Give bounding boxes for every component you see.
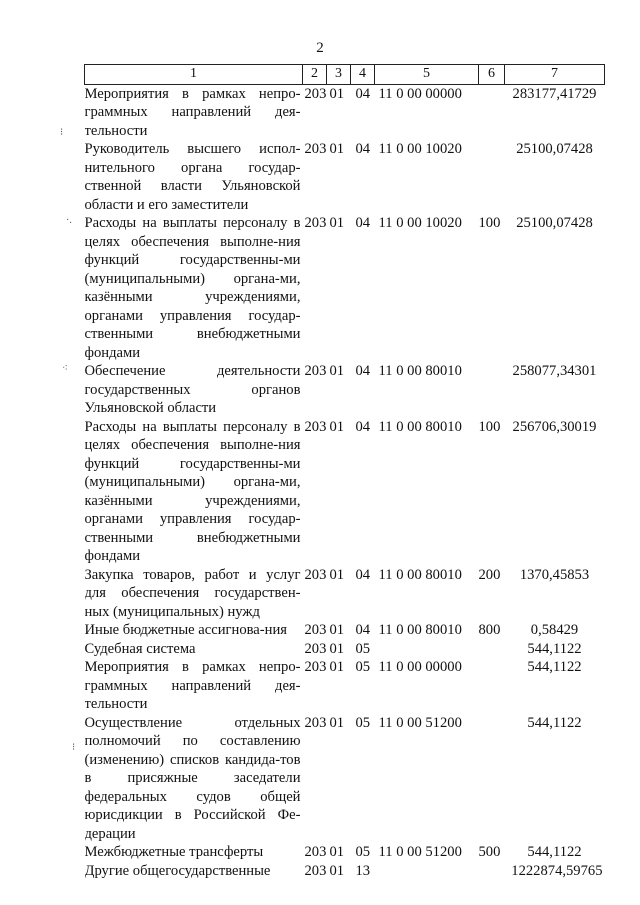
row-section: 01 bbox=[329, 215, 345, 231]
row-section: 01 bbox=[329, 640, 345, 657]
header-col-5: 5 bbox=[375, 65, 479, 85]
row-subsection: 04 bbox=[355, 363, 371, 379]
row-target-article bbox=[375, 862, 479, 881]
row-name: Обеспечение деятельности государственных органов Ульяновской области bbox=[84, 363, 301, 416]
row-target-article: 11 0 00 80010 bbox=[378, 566, 462, 583]
header-col-7: 7 bbox=[505, 65, 605, 85]
row-subsection: 05 bbox=[355, 714, 371, 731]
row-subsection: 13 bbox=[355, 862, 371, 879]
row-subsection: 04 bbox=[355, 566, 371, 583]
row-subsection: 04 bbox=[355, 141, 371, 157]
amount-value: 25100,07428 bbox=[516, 215, 593, 231]
row-admin-code: 203 bbox=[304, 640, 327, 657]
row-admin-code: 203 bbox=[304, 844, 327, 860]
row-target-article bbox=[375, 640, 479, 659]
row-target-article: 11 0 00 51200 bbox=[378, 844, 462, 860]
row-name: Расходы на выплаты персоналу в целях обеспечения выполне-ния функций государственны-ми (муниципальными) органа-ми, казёнными учреждениями, органами управления государ-ственными внебюджетными фондами bbox=[84, 418, 301, 564]
amount-value: 258077,34301 bbox=[512, 363, 597, 379]
table-row bbox=[85, 843, 605, 862]
header-col-4: 4 bbox=[351, 65, 375, 85]
row-name: Расходы на выплаты персоналу в целях обеспечения выполне-ния функций государственны-ми (муниципальными) органа-ми, казёнными учреждениями, органами управления государ-ственными внебюджетными фондами bbox=[84, 215, 301, 361]
row-name: Другие общегосударственные bbox=[84, 862, 271, 879]
header-col-2: 2 bbox=[303, 65, 327, 85]
row-amount bbox=[505, 714, 605, 844]
amount-value: 544,1122 bbox=[527, 714, 582, 731]
row-expense-type bbox=[479, 658, 505, 714]
row-amount bbox=[505, 140, 605, 214]
row-expense-type bbox=[479, 714, 505, 844]
row-amount bbox=[505, 658, 605, 714]
row-name: Мероприятия в рамках непро-граммных направлений дея-тельности bbox=[84, 85, 301, 139]
row-subsection: 04 bbox=[355, 418, 371, 435]
row-name: Руководитель высшего испол-нительного органа государ-ственной власти Ульяновской области и его заместители bbox=[84, 141, 301, 213]
row-expense-type: 200 bbox=[478, 566, 501, 583]
row-subsection: 05 bbox=[355, 659, 371, 675]
row-section: 01 bbox=[329, 363, 345, 379]
row-expense-type bbox=[479, 862, 505, 881]
amount-value: 544,1122 bbox=[527, 844, 582, 860]
row-amount bbox=[505, 640, 605, 659]
row-admin-code: 203 bbox=[304, 215, 327, 231]
table-row bbox=[85, 658, 605, 714]
table-row bbox=[85, 362, 605, 418]
row-expense-type: 100 bbox=[478, 418, 501, 435]
header-row bbox=[85, 65, 605, 85]
row-target-article: 11 0 00 80010 bbox=[378, 363, 462, 379]
row-admin-code: 203 bbox=[304, 141, 327, 157]
row-target-article: 11 0 00 51200 bbox=[378, 714, 462, 731]
amount-value: 0,58429 bbox=[530, 622, 579, 638]
row-name: Иные бюджетные ассигнова-ния bbox=[84, 622, 287, 638]
row-section: 01 bbox=[329, 141, 345, 157]
row-subsection: 04 bbox=[355, 85, 371, 102]
row-amount bbox=[505, 214, 605, 362]
header-col-6: 6 bbox=[479, 65, 505, 85]
amount-value: 283177,41729 bbox=[512, 85, 597, 102]
row-admin-code: 203 bbox=[304, 363, 327, 379]
row-admin-code: 203 bbox=[304, 862, 327, 879]
row-admin-code: 203 bbox=[304, 566, 327, 583]
row-admin-code: 203 bbox=[304, 714, 327, 731]
budget-table bbox=[84, 64, 605, 880]
row-subsection: 05 bbox=[355, 640, 371, 657]
header-col-3: 3 bbox=[327, 65, 351, 85]
table-row bbox=[85, 621, 605, 640]
row-name: Судебная система bbox=[84, 640, 196, 657]
row-amount bbox=[505, 418, 605, 566]
row-admin-code: 203 bbox=[304, 418, 327, 435]
amount-value: 25100,07428 bbox=[516, 141, 593, 157]
row-name: Межбюджетные трансферты bbox=[84, 844, 264, 860]
table-row bbox=[85, 714, 605, 844]
row-target-article: 11 0 00 10020 bbox=[378, 215, 462, 231]
row-section: 01 bbox=[329, 844, 345, 860]
row-amount bbox=[505, 84, 605, 140]
row-expense-type bbox=[479, 84, 505, 140]
amount-value: 256706,30019 bbox=[512, 418, 597, 435]
row-section: 01 bbox=[329, 862, 345, 879]
table-row bbox=[85, 418, 605, 566]
row-section: 01 bbox=[329, 85, 345, 102]
row-section: 01 bbox=[329, 714, 345, 731]
row-target-article: 11 0 00 10020 bbox=[378, 141, 462, 157]
table-row bbox=[85, 640, 605, 659]
page-number: 2 bbox=[316, 40, 324, 56]
row-name: Осуществление отдельных полномочий по составлению (изменению) списков кандида-тов в присяжные заседатели федеральных судов общей юрисдикции в Российской Фе-дерации bbox=[84, 714, 301, 842]
row-amount bbox=[505, 566, 605, 622]
header-col-1: 1 bbox=[85, 65, 303, 85]
scan-mark: ⁖ bbox=[62, 363, 68, 374]
row-section: 01 bbox=[329, 622, 345, 638]
row-expense-type bbox=[479, 362, 505, 418]
row-admin-code: 203 bbox=[304, 659, 327, 675]
row-subsection: 05 bbox=[355, 844, 371, 860]
row-admin-code: 203 bbox=[304, 85, 327, 102]
row-amount bbox=[505, 621, 605, 640]
row-name: Мероприятия в рамках непро-граммных направлений дея-тельности bbox=[84, 659, 301, 712]
row-subsection: 04 bbox=[355, 215, 371, 231]
row-name: Закупка товаров, работ и услуг для обеспечения государствен-ных (муниципальных) нужд bbox=[84, 566, 301, 620]
row-target-article: 11 0 00 00000 bbox=[378, 85, 462, 102]
table-body bbox=[85, 84, 605, 880]
row-section: 01 bbox=[329, 659, 345, 675]
row-target-article: 11 0 00 80010 bbox=[378, 418, 462, 435]
row-target-article: 11 0 00 00000 bbox=[378, 659, 462, 675]
table-header bbox=[85, 65, 605, 85]
row-expense-type: 100 bbox=[478, 215, 501, 231]
scan-mark: ⁝ bbox=[72, 742, 76, 753]
row-section: 01 bbox=[329, 566, 345, 583]
table-row bbox=[85, 84, 605, 140]
scan-mark: ·. bbox=[66, 215, 72, 226]
row-subsection: 04 bbox=[355, 622, 371, 638]
table-row bbox=[85, 214, 605, 362]
row-expense-type bbox=[479, 640, 505, 659]
table-row bbox=[85, 140, 605, 214]
row-expense-type bbox=[479, 140, 505, 214]
amount-value: 544,1122 bbox=[527, 659, 582, 675]
table-row bbox=[85, 566, 605, 622]
row-amount bbox=[505, 862, 605, 881]
row-expense-type: 500 bbox=[478, 844, 501, 860]
amount-value: 1370,45853 bbox=[519, 566, 590, 583]
row-target-article: 11 0 00 80010 bbox=[378, 622, 462, 638]
row-amount bbox=[505, 843, 605, 862]
table-row bbox=[85, 862, 605, 881]
amount-value: 1222874,59765 bbox=[511, 862, 603, 879]
scan-mark: ⁝ bbox=[60, 127, 64, 138]
row-section: 01 bbox=[329, 418, 345, 435]
amount-value: 544,1122 bbox=[527, 640, 582, 657]
row-admin-code: 203 bbox=[304, 622, 327, 638]
row-amount bbox=[505, 362, 605, 418]
row-expense-type: 800 bbox=[478, 622, 501, 638]
